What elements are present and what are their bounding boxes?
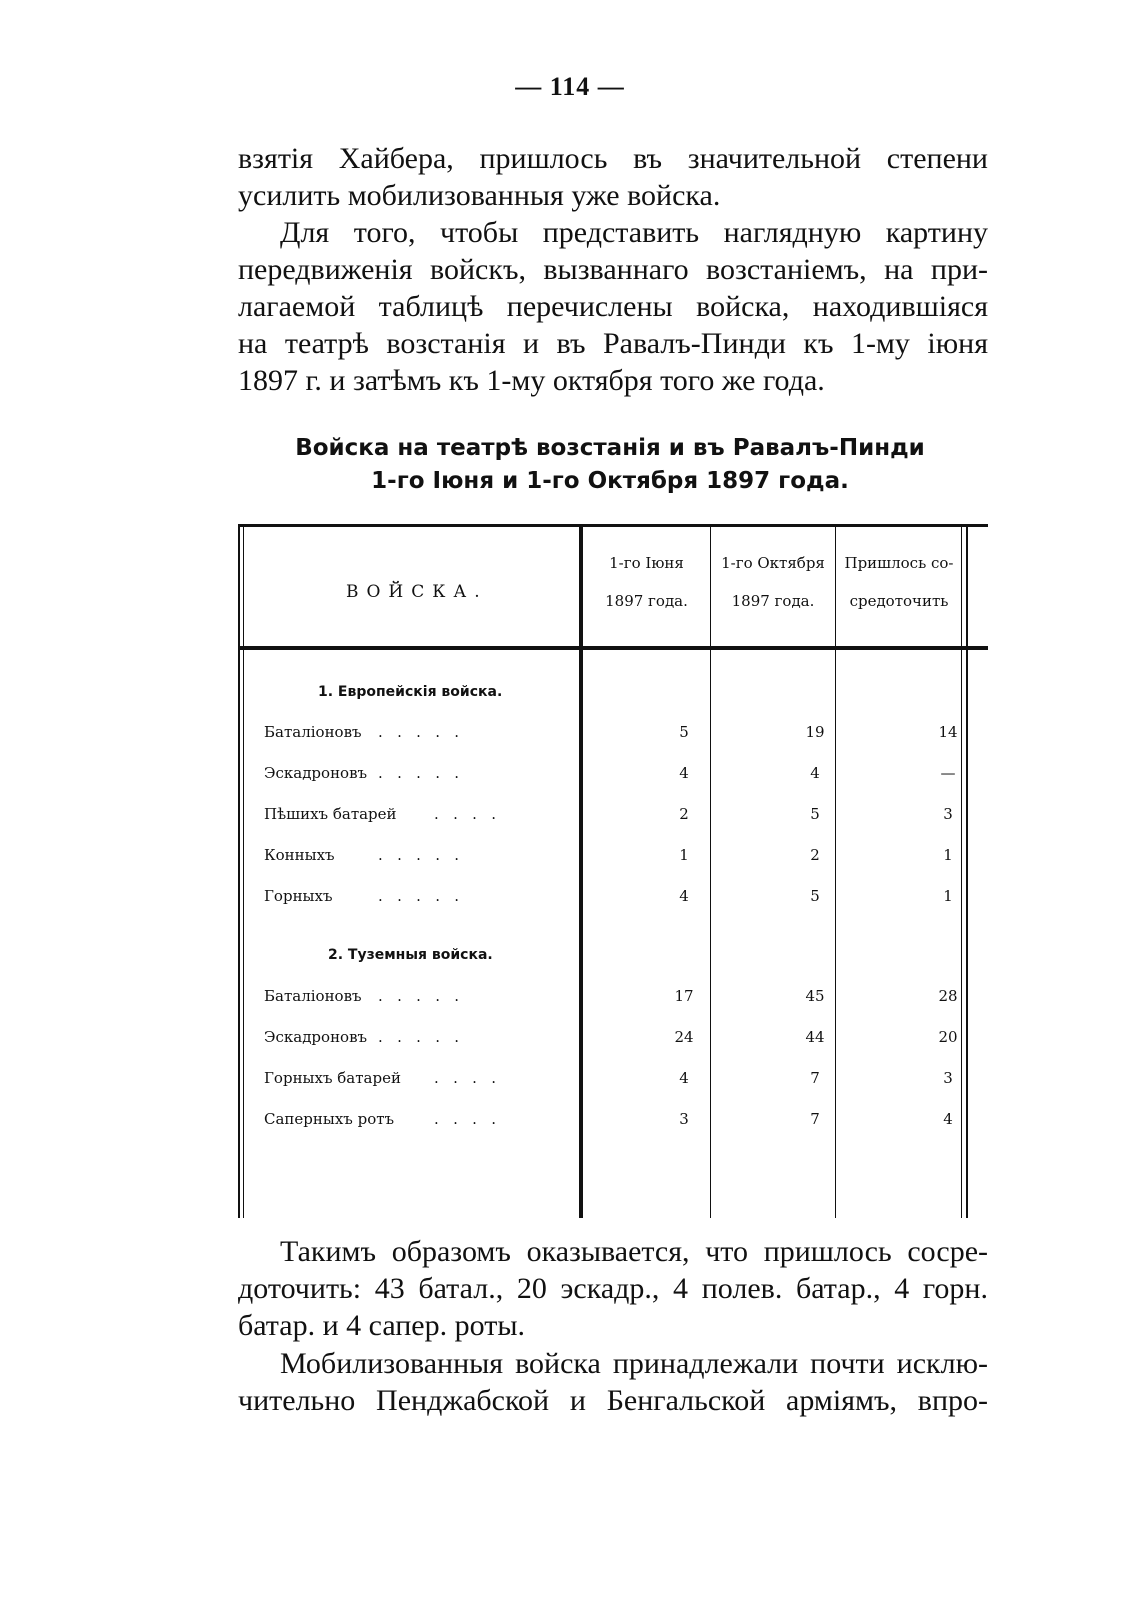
cell-june: 3 [679,1110,689,1128]
cell-concentrate: 14 [938,723,958,741]
cell-concentrate: 3 [943,1069,953,1087]
cell-october: 44 [805,1028,825,1046]
cell-october: 5 [810,887,820,905]
header-october: 1-го Октября 1897 года. [721,554,825,610]
leader-dots: . . . . [434,1069,496,1087]
table-row [238,764,988,794]
leader-dots: . . . . . [378,1028,460,1046]
leader-dots: . . . . . [378,987,460,1005]
text-line: Для того, чтобы представить наглядную картину [280,216,988,249]
text-line: Такимъ образомъ оказывается, что пришлось сосре- [280,1235,988,1268]
table-top-rule [238,524,988,527]
cell-concentrate: 3 [943,805,953,823]
table-title [230,432,990,498]
text-line: батар. и 4 сапер. роты. [238,1309,525,1342]
cell-october: 5 [810,805,820,823]
page-number: — 114 — [515,72,625,101]
text-line: Мобилизованныя войска принадлежали почти исклю- [280,1347,988,1380]
cell-october: 7 [810,1069,820,1087]
table-row [238,723,988,753]
cell-october: 19 [805,723,825,741]
row-name: Саперныхъ ротъ [264,1110,395,1128]
cell-october: 4 [810,764,820,782]
row-name: Горныхъ [264,887,333,905]
paragraph-summary [238,1233,988,1344]
row-name: Эскадроновъ [264,1028,368,1046]
header-june: 1-го Іюня 1897 года. [605,554,688,610]
row-name: Горныхъ батарей [264,1069,401,1087]
text-line: взятія Хайбера, пришлось въ значительной степени [238,142,988,175]
text-line: лагаемой таблицѣ перечислены войска, находившіяся [238,290,988,323]
table-row [238,887,988,917]
text-line: 1897 г. и затѣмъ къ 1-му октября того же года. [238,364,825,397]
table-row [238,846,988,876]
table-title-line: Войска на театрѣ возстанія и въ Равалъ-Пинди [295,435,925,461]
table-title-line: 1-го Іюня и 1-го Октября 1897 года. [371,468,849,494]
section-european: 1. Европейскія войска. [318,684,503,700]
paragraph-table-intro [238,214,988,399]
row-name: Баталіоновъ [264,723,362,741]
row-name: Пѣшихъ батарей [264,805,397,823]
cell-june: 4 [679,887,689,905]
cell-concentrate: — [940,764,956,782]
table-header-rule [238,646,988,650]
row-name: Эскадроновъ [264,764,368,782]
text-line: передвиженія войскъ, вызваннаго возстаніемъ, на при- [238,253,988,286]
leader-dots: . . . . . [378,723,460,741]
paragraph-armies [238,1345,988,1419]
cell-june: 5 [679,723,689,741]
table-row [238,1028,988,1058]
cell-june: 4 [679,764,689,782]
text-line: на театрѣ возстанія и въ Равалъ-Пинди къ 1-му іюня [238,327,988,360]
table-row [238,805,988,835]
cell-concentrate: 20 [938,1028,958,1046]
header-concentrate: Пришлось со- средоточить [844,554,954,610]
row-name: Конныхъ [264,846,335,864]
leader-dots: . . . . . [378,846,460,864]
cell-june: 4 [679,1069,689,1087]
cell-concentrate: 1 [943,887,953,905]
cell-june: 2 [679,805,689,823]
header-troops: ВОЙСКА. [346,582,488,602]
leader-dots: . . . . . [378,887,460,905]
paragraph-continuation [238,140,988,214]
table-row [238,1110,988,1140]
section-native: 2. Туземныя войска. [328,947,493,963]
cell-june: 1 [679,846,689,864]
cell-june: 24 [674,1028,694,1046]
cell-concentrate: 28 [938,987,958,1005]
cell-october: 7 [810,1110,820,1128]
row-name: Баталіоновъ [264,987,362,1005]
text-line: усилить мобилизованныя уже войска. [238,179,721,212]
troops-table [238,524,988,1218]
text-line: чительно Пенджабской и Бенгальской арміямъ, впро- [238,1384,988,1417]
cell-june: 17 [674,987,694,1005]
leader-dots: . . . . [434,805,496,823]
leader-dots: . . . . [434,1110,496,1128]
table-row [238,1069,988,1099]
leader-dots: . . . . . [378,764,460,782]
table-row [238,987,988,1017]
text-line: доточить: 43 батал., 20 эскадр., 4 полев. батар., 4 горн. [238,1272,988,1305]
cell-concentrate: 1 [943,846,953,864]
cell-october: 2 [810,846,820,864]
cell-october: 45 [805,987,825,1005]
cell-concentrate: 4 [943,1110,953,1128]
